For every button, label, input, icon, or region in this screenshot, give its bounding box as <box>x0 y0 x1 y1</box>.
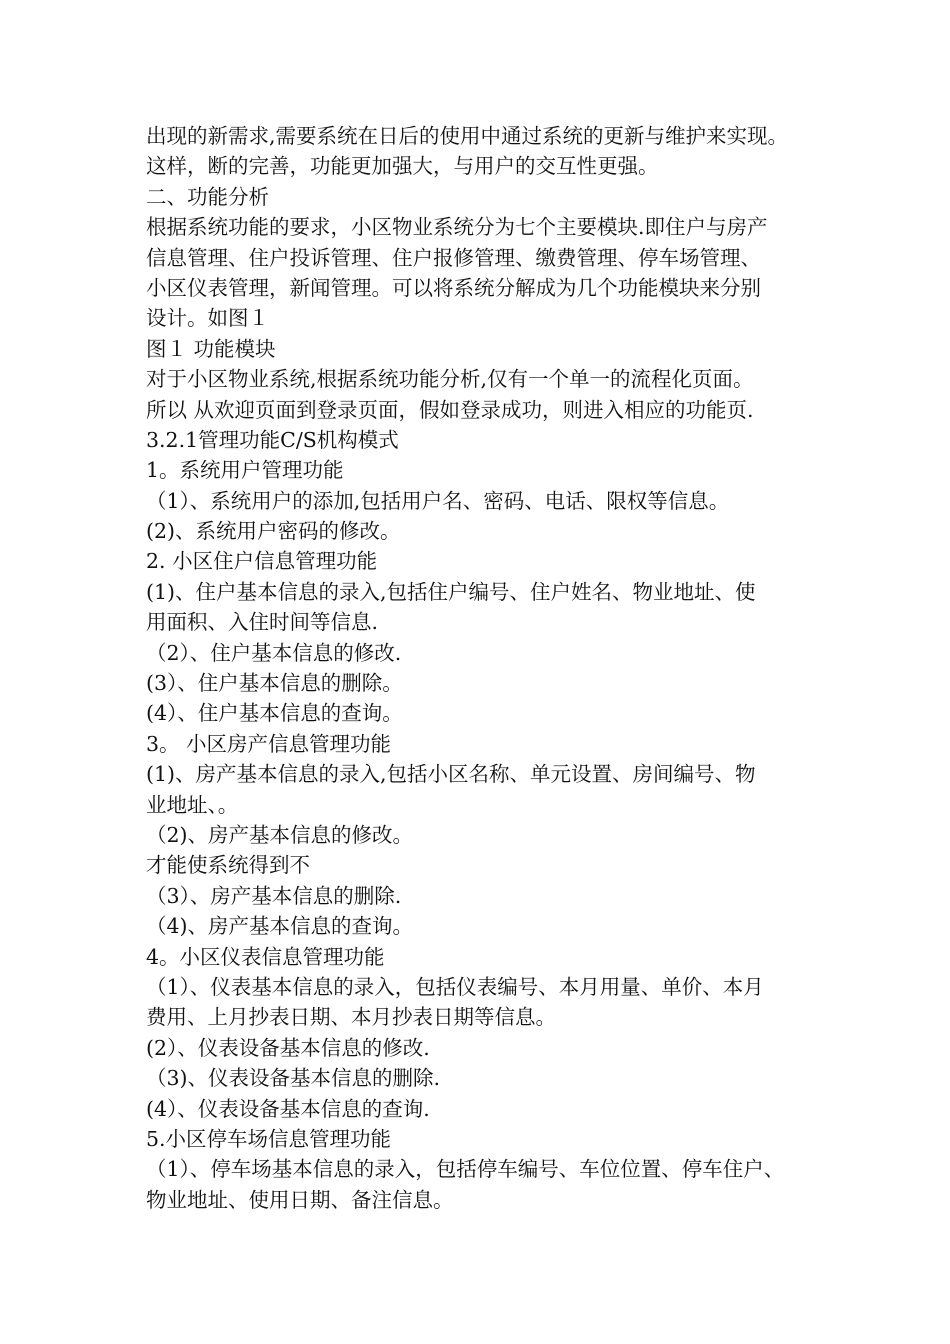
list-item: (4）、仪表设备基本信息的查询. <box>146 1096 430 1121</box>
list-item: （2)、房产基本信息的修改。 <box>146 822 414 847</box>
list-heading: 2. 小区住户信息管理功能 <box>146 549 378 574</box>
list-item: （4)、房产基本信息的查询。 <box>146 914 414 939</box>
section-heading: 二、功能分析 <box>146 184 269 209</box>
list-item: （3）、房产基本信息的删除. <box>146 883 402 908</box>
list-item: (4）、住户基本信息的查询。 <box>146 701 403 726</box>
text-line: 根据系统功能的要求，小区物业系统分为七个主要模块.即住户与房产 <box>146 215 768 240</box>
section-heading: 3.2.1管理功能C/S机构模式 <box>146 427 399 452</box>
list-heading: 5.小区停车场信息管理功能 <box>146 1126 392 1151</box>
list-item: (1)、房产基本信息的录入,包括小区名称、单元设置、房间编号、物 <box>146 762 756 787</box>
list-item: （3)、仪表设备基本信息的删除. <box>146 1066 441 1091</box>
list-item: 业地址、。 <box>146 792 239 817</box>
list-heading: 1。系统用户管理功能 <box>146 458 344 483</box>
list-item: (2）、仪表设备基本信息的修改. <box>146 1035 430 1060</box>
text-line: 出现的新需求,需要系统在日后的使用中通过系统的更新与维护来实现。 <box>146 124 789 148</box>
text-line: 这样，断的完善，功能更加强大，与用户的交互性更强。 <box>146 154 659 179</box>
figure-caption: 图１ 功能模块 <box>146 336 276 361</box>
list-item: 物业地址、使用日期、备注信息。 <box>146 1187 454 1212</box>
text-line: 设计。如图１ <box>146 306 269 331</box>
list-item: (1)、住户基本信息的录入,包括住户编号、住户姓名、物业地址、使 <box>146 579 756 604</box>
document-body <box>146 121 826 1215</box>
list-item: (3）、住户基本信息的删除。 <box>146 671 403 696</box>
text-line: 信息管理、住户投诉管理、住户报修管理、缴费管理、停车场管理、 <box>146 245 761 270</box>
list-item: （1）、系统用户的添加,包括用户名、密码、电话、限权等信息。 <box>146 488 730 513</box>
list-heading: 3。 小区房产信息管理功能 <box>146 731 392 756</box>
list-item: 费用、上月抄表日期、本月抄表日期等信息。 <box>146 1005 556 1030</box>
list-item: 用面积、入住时间等信息. <box>146 610 379 635</box>
text-line: 所以 从欢迎页面到登录页面，假如登录成功，则进入相应的功能页. <box>146 397 754 422</box>
list-item: （1）、仪表基本信息的录入，包括仪表编号、本月用量、单价、本月 <box>146 974 764 999</box>
list-item: （1）、停车场基本信息的录入，包括停车编号、车位位置、停车住户、 <box>146 1157 785 1182</box>
list-item: (2)、系统用户密码的修改。 <box>146 519 401 544</box>
text-line: 对于小区物业系统,根据系统功能分析,仅有一个单一的流程化页面。 <box>146 367 754 392</box>
list-heading: 4。小区仪表信息管理功能 <box>146 944 385 969</box>
text-line: 小区仪表管理，新闻管理。可以将系统分解成为几个功能模块来分别 <box>146 275 761 300</box>
text-line: 才能使系统得到不 <box>146 853 310 878</box>
list-item: （2）、住户基本信息的修改. <box>146 640 402 665</box>
